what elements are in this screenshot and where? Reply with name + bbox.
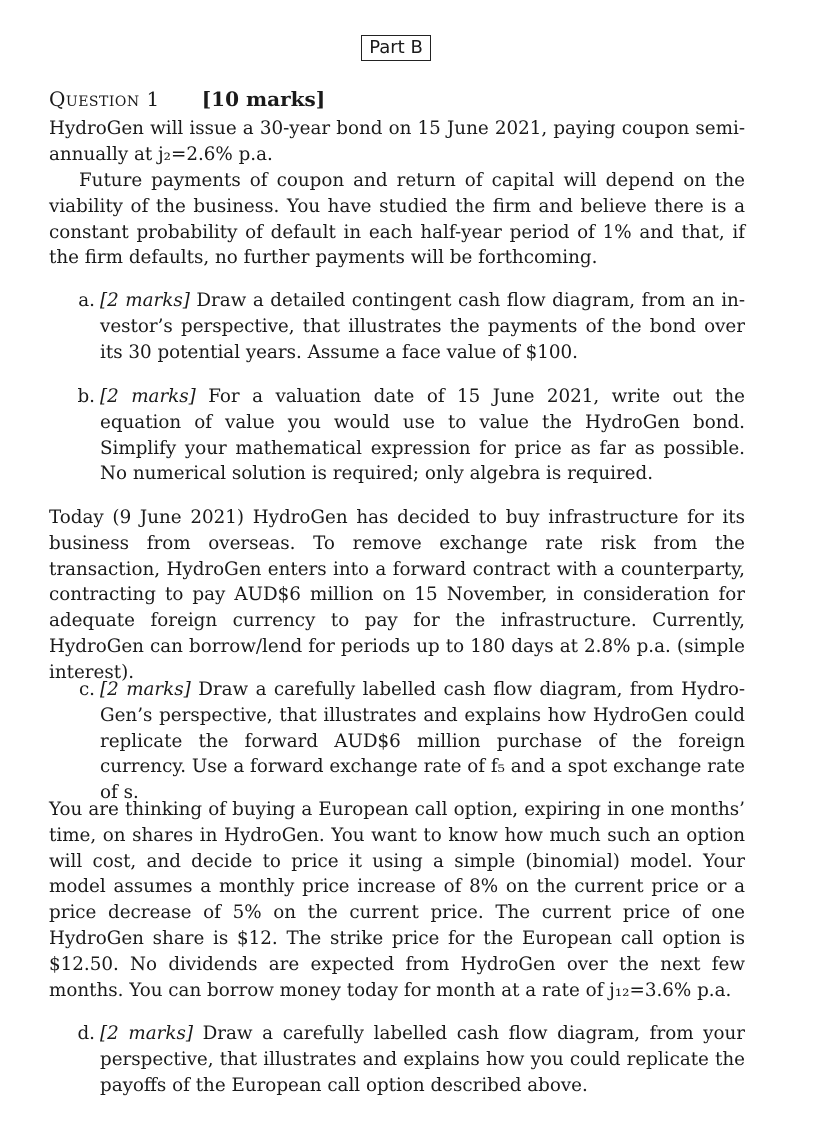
item-text: For a valuation date of 15 June 2021, write out the equation of value you would use to value the HydroGen bond. Simplify your mathematical expression for price as far as possible. No numerical solution is required; only algebra is required. — [100, 386, 746, 485]
part-label: Part B — [361, 35, 431, 61]
item-label: d. — [77, 1023, 95, 1044]
item-label: c. — [78, 679, 95, 700]
item-text: Draw a carefully labelled cash flow diagram, from HydroGen’s perspective, that illustrates and explains how HydroGen could replicate the forward AUD$6 million purchase of the foreign currency. Use a forward exchange rate of f₅ and a spot exchange rate of s. — [100, 679, 746, 804]
item-marks: [2 marks] — [100, 290, 190, 311]
item-label: b. — [77, 386, 95, 407]
item-marks: [2 marks] — [100, 1023, 193, 1044]
option-paragraph: You are thinking of buying a European call option, expiring in one months’ time, on shares in HydroGen. You want to know how much such an option will cost, and decide to price it using a simple (binomial) model. Your model assumes a monthly price increase of 8% on the current price or a price decrease of 5% on the current price. The current price of one HydroGen share is $12. The strike price for the European call option is $12.50. No dividends are expected from HydroGen over the next few months. You can borrow money today for month at a rate of j₁₂=3.6% p.a. — [49, 799, 745, 1001]
item-marks: [2 marks] — [100, 386, 196, 407]
list-item-b — [77, 384, 746, 487]
forward-contract-paragraph: Today (9 June 2021) HydroGen has decided to buy infrastructure for its business from overseas. To remove exchange rate risk from the transaction, HydroGen enters into a forward contract with a counterparty, contracting to pay AUD$6 million on 15 November, in consideration for adequate foreign currency to pay for the infrastructure. Currently, HydroGen can borrow/lend for periods up to 180 days at 2.8% p.a. (simple interest). — [49, 507, 745, 683]
item-text: Draw a carefully labelled cash flow diagram, from your perspective, that illustrates and explains how you could replicate the payoffs of the European call option described above. — [100, 1023, 746, 1096]
question-heading — [49, 85, 325, 113]
list-item-a — [78, 288, 746, 365]
list-item-d — [77, 1021, 746, 1098]
intro-paragraph: HydroGen will issue a 30-year bond on 15 June 2021, paying coupon semiannually at j₂=2.6% p.a. — [49, 118, 745, 165]
question-title: Question 1 — [49, 87, 160, 111]
default-paragraph: Future payments of coupon and return of capital will depend on the viability of the business. You have studied the firm and believe there is a constant probability of default in each half-year period of 1% and that, if the firm defaults, no further payments will be forthcoming. — [49, 170, 745, 269]
item-label: a. — [78, 290, 95, 311]
question-marks: [10 marks] — [201, 87, 326, 111]
item-marks: [2 marks] — [100, 679, 191, 700]
item-text: Draw a detailed contingent cash flow diagram, from an investor’s perspective, that illustrates the payments of the bond over its 30 potential years. Assume a face value of $100. — [100, 290, 746, 363]
list-item-c — [78, 677, 746, 806]
